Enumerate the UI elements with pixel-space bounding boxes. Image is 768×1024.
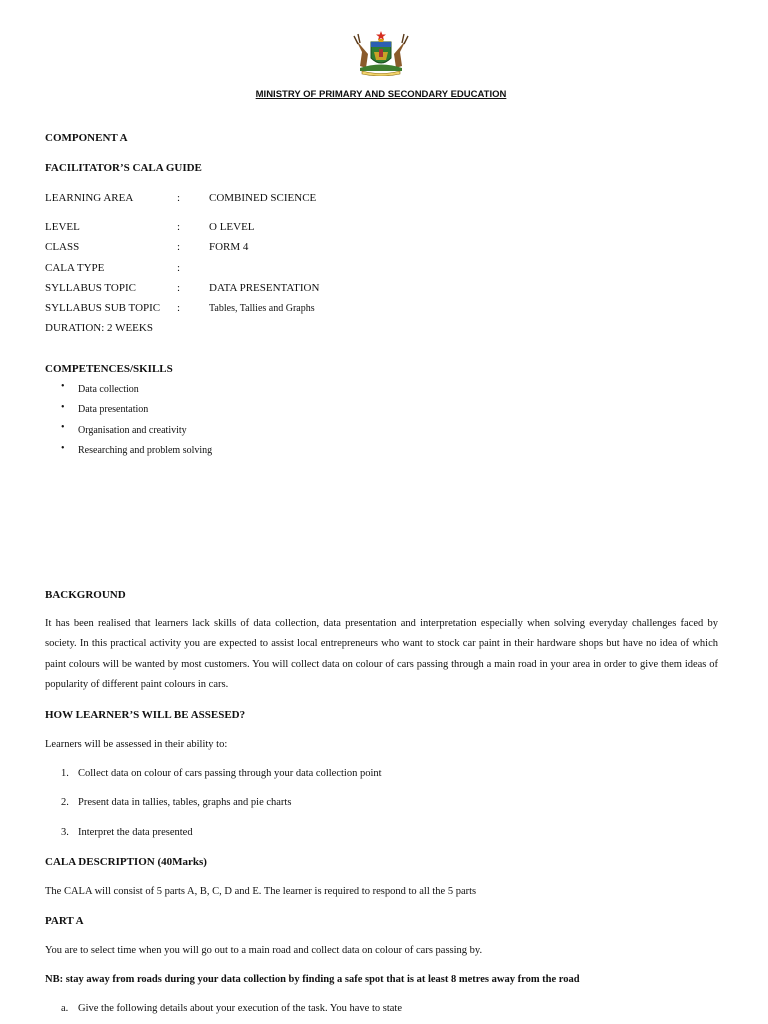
list-number: 2.	[61, 797, 69, 808]
list-item: Researching and problem solving	[78, 445, 213, 456]
detail-label: CLASS	[45, 241, 80, 253]
detail-value: Tables, Tallies and Graphs	[209, 303, 315, 314]
list-item: Collect data on colour of cars passing through your data collection point	[78, 768, 382, 779]
background-heading: BACKGROUND	[45, 589, 126, 601]
description-heading: CALA DESCRIPTION (40Marks)	[45, 856, 207, 868]
component-label: COMPONENT A	[45, 132, 128, 144]
part-a-safety-note: NB: stay away from roads during your data collection by finding a safe spot that is at least 8 metres away from the road	[45, 974, 580, 985]
bullet-icon: •	[61, 422, 65, 433]
part-a-heading: PART A	[45, 915, 84, 927]
part-a-text: You are to select time when you will go out to a main road and collect data on colour of cars passing by.	[45, 945, 483, 956]
detail-separator: :	[177, 262, 181, 274]
background-paragraph: It has been realised that learners lack skills of data collection, data presentation and interpretation especially when solving everyday challenges faced by society. In this practical activity you are expected to assist local entrepreneurs who want to stock car paint in their hardware shops but have no idea of which paint colours will be wanted by most customers. You will collect data on colour of cars passing through a main road in your area in order to give them ideas of popularity of different paint colours in cars.	[45, 618, 718, 690]
list-letter: a.	[61, 1003, 69, 1014]
bullet-icon: •	[61, 443, 65, 454]
list-item: Data collection	[78, 384, 139, 395]
detail-separator: :	[177, 221, 181, 233]
detail-separator: :	[177, 192, 181, 204]
detail-value: FORM 4	[209, 241, 249, 253]
duration: DURATION: 2 WEEKS	[45, 322, 153, 334]
detail-label: LEVEL	[45, 221, 80, 233]
detail-label: LEARNING AREA	[45, 192, 134, 204]
competences-heading: COMPETENCES/SKILLS	[45, 363, 173, 375]
coat-of-arms-icon	[348, 30, 414, 76]
detail-label: SYLLABUS SUB TOPIC	[45, 302, 161, 314]
list-item: Give the following details about your execution of the task. You have to state	[78, 1003, 402, 1014]
list-item: Organisation and creativity	[78, 425, 187, 436]
ministry-heading: MINISTRY OF PRIMARY AND SECONDARY EDUCATION	[255, 89, 507, 100]
detail-value: DATA PRESENTATION	[209, 282, 320, 294]
detail-separator: :	[177, 302, 181, 314]
list-number: 3.	[61, 827, 69, 838]
detail-value: COMBINED SCIENCE	[209, 192, 317, 204]
detail-separator: :	[177, 241, 181, 253]
guide-title: FACILITATOR’S CALA GUIDE	[45, 162, 202, 174]
detail-separator: :	[177, 282, 181, 294]
bullet-icon: •	[61, 402, 65, 413]
assessment-heading: HOW LEARNER’S WILL BE ASSESED?	[45, 709, 246, 721]
detail-label: CALA TYPE	[45, 262, 105, 274]
description-text: The CALA will consist of 5 parts A, B, C, D and E. The learner is required to respond to all the 5 parts	[45, 886, 477, 897]
list-number: 1.	[61, 768, 69, 779]
list-item: Data presentation	[78, 404, 149, 415]
list-item: Interpret the data presented	[78, 827, 193, 838]
detail-label: SYLLABUS TOPIC	[45, 282, 136, 294]
list-item: Present data in tallies, tables, graphs and pie charts	[78, 797, 292, 808]
detail-value: O LEVEL	[209, 221, 255, 233]
assessment-intro: Learners will be assessed in their ability to:	[45, 739, 228, 750]
bullet-icon: •	[61, 381, 65, 392]
